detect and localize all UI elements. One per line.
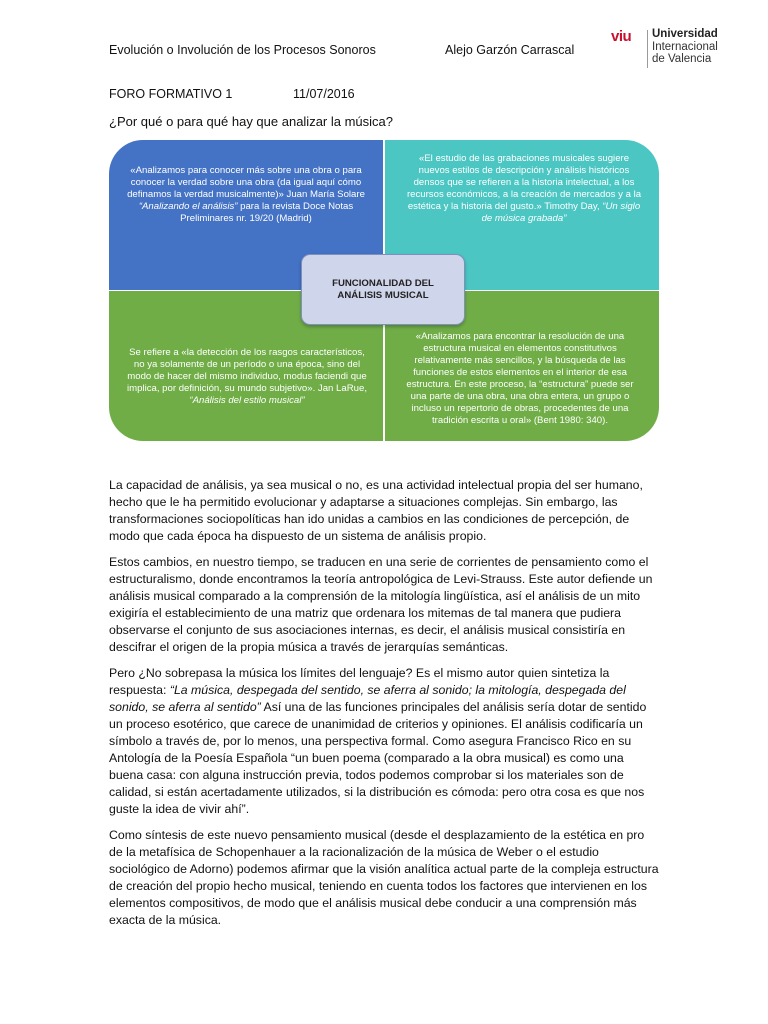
- q1-source: para la revista Doce Notas Preliminares nr. 19/20 (Madrid): [180, 201, 354, 224]
- paragraph-4: Como síntesis de este nuevo pensamiento musical (desde el desplazamiento de la estética en pro de la metafísica de Schopenhauer a la racionalización de la música de Weber o el estudio sociológico de Adorno) podemos afirmar que la visión analítica actual parte de la compleja estructura de creación del propio hecho musical, teniendo en cuenta todos los factores que intervienen en los elementos compositivos, de modo que el análisis musical debe conducir a una comprensión más exacta de la música.: [109, 828, 659, 927]
- q2-source-title: “Un siglo de música grabada”: [481, 201, 641, 224]
- paragraph-3-intro: Pero ¿No sobrepasa la música los límites del lenguaje? Es el mismo autor quien sintetiza la respuesta:: [109, 666, 610, 697]
- main-question: ¿Por qué o para qué hay que analizar la música?: [109, 114, 394, 129]
- logo-name: [652, 28, 718, 66]
- document-title: Evolución o Involución de los Procesos Sonoros: [109, 43, 376, 57]
- diagram-center-label: FUNCIONALIDAD DEL ANÁLISIS MUSICAL: [301, 254, 465, 325]
- forum-date: 11/07/2016: [293, 87, 355, 101]
- paragraph-3-quote: “La música, despegada del sentido, se aferra al sonido; la mitología, despegada del sonido, se aferra al sentido”: [109, 683, 626, 714]
- q1-source-title: “Analizando el análisis”: [138, 201, 238, 212]
- logo-line-3: de Valencia: [652, 53, 712, 65]
- paragraph-3: [109, 665, 659, 818]
- author-name: Alejo Garzón Carrascal: [445, 43, 575, 57]
- q3-source-title: “Análisis del estilo musical”: [189, 395, 305, 406]
- functionality-diagram: [109, 140, 659, 441]
- body-text: [109, 477, 659, 938]
- quadrant-bottom-left-text: [125, 347, 369, 407]
- logo-divider: [647, 30, 648, 68]
- q1-quote: «Analizamos para conocer más sobre una obra o para conocer la verdad sobre una obra (da igual aquí cómo definamos la verdad musicalmente)» Juan María Solare: [127, 165, 365, 200]
- quadrant-bottom-right-text: «Analizamos para encontrar la resolución de una estructura musical en elementos constitutivos relativamente más sencillos, y la búsqueda de las funciones de estos elementos en el interior de esa estructura. En este proceso, la “estructura” puede ser una parte de una obra, una obra entera, un grupo o incluso un repertorio de obras, procedentes de una tradición escrita u oral» (Bent 1980: 340).: [406, 331, 634, 426]
- logo-line-1: Universidad: [652, 28, 718, 40]
- university-logo: [611, 28, 721, 70]
- paragraph-2: Estos cambios, en nuestro tiempo, se traducen en una serie de corrientes de pensamiento como el estructuralismo, donde encontramos la teoría antropológica de Levi-Strauss. Este autor defiende un análisis musical comparado a la comprensión de la mitología lingüística, así el análisis de un mito exigiría el establecimiento de una matriz que ordenara los mitemas de tal manera que pudiera observarse el conjunto de sus asociaciones internas, es decir, el análisis musical consistiría en descifrar el origen de la propia música a través de jerarquías semánticas.: [109, 555, 653, 654]
- quadrant-top-right-text: [403, 153, 645, 225]
- q2-quote: «El estudio de las grabaciones musicales sugiere nuevos estilos de descripción y análisis históricos densos que se refieren a la historia intelectual, a los recursos económicos, a la creación de mercados y a la estética y la historia del gusto.» Timothy Day,: [406, 153, 642, 212]
- forum-label: FORO FORMATIVO 1: [109, 87, 233, 101]
- paragraph-1: La capacidad de análisis, ya sea musical o no, es una actividad intelectual propia del ser humano, hecho que le ha permitido evolucionar y adaptarse a situaciones complejas. Sin embargo, las transformaciones sociopolíticas han ido unidas a cambios en las condiciones de percepción, de modo que cada época ha dispuesto de un sistema de análisis propio.: [109, 478, 643, 543]
- q3-quote: Se refiere a «la detección de los rasgos característicos, no ya solamente de un período o una época, sino del modo de hacer del mismo individuo, modus faciendi que implica, por definición, su mundo subjetivo». Jan LaRue,: [127, 347, 367, 394]
- paragraph-3-rest: Así una de las funciones principales del análisis sería dotar de sentido un proceso esotérico, que carece de unanimidad de criterios y opiniones. El análisis codificaría un símbolo a través de, por lo menos, una perspectiva formal. Como asegura Francisco Rico en su Antología de la Poesía Española “un buen poema (comparado a la obra musical) es como una buena casa: con alguna instrucción previa, todos podemos comprobar si los materiales son de calidad, si están acertadamente utilizados, si la distribución es cómoda: pero otra cosa es que nos guste la idea de vivir ahí”.: [109, 700, 647, 816]
- logo-mark: viu: [611, 28, 632, 45]
- logo-line-2: Internacional: [652, 40, 718, 53]
- quadrant-top-left-text: [123, 165, 369, 225]
